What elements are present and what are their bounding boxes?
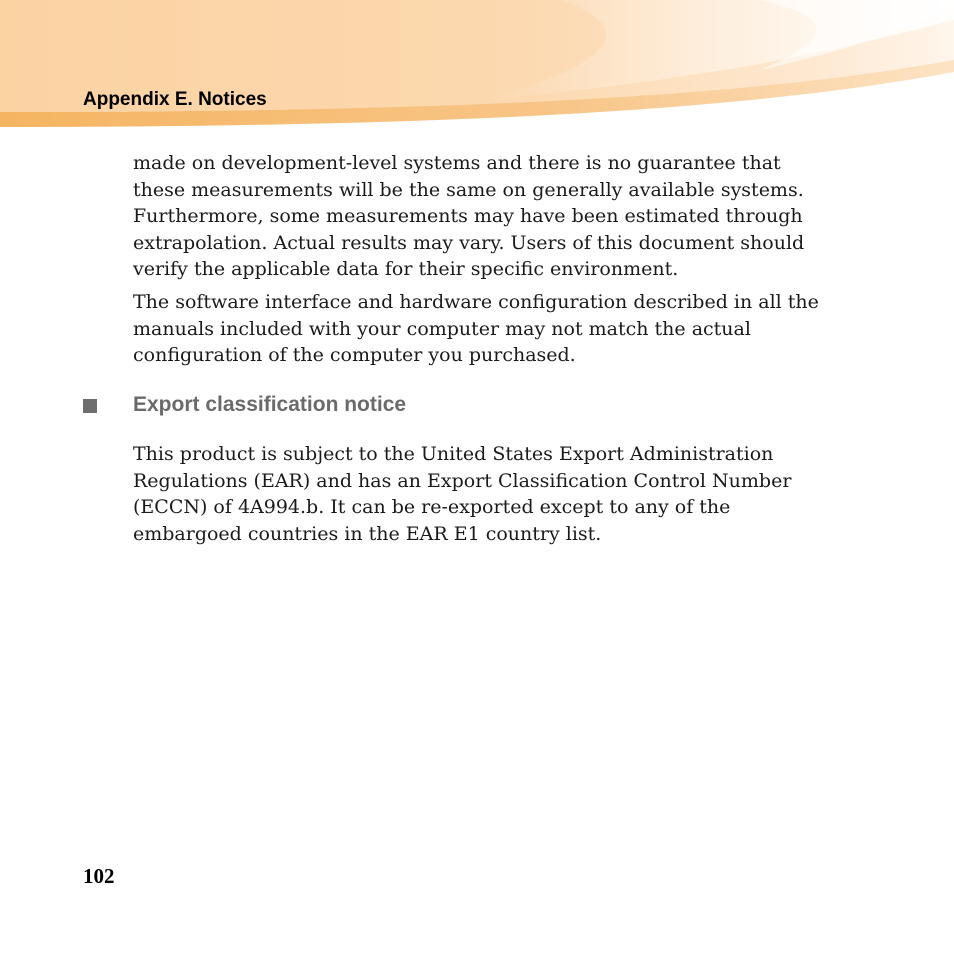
paragraph-export-classification [133,441,833,547]
section-heading-text: Export classification notice [133,393,407,416]
paragraph-text: The software interface and hardware configuration described in all the manuals included with your computer may not match the actual configuration of the computer you purchased. [133,291,819,366]
section-heading-export [83,393,406,417]
paragraph-measurements [133,150,833,283]
header-decorative-band [0,0,954,135]
section-header-title: Appendix E. Notices [83,89,267,110]
square-bullet-icon [83,399,97,413]
paragraph-software-interface [133,289,833,369]
paragraph-text: This product is subject to the United States Export Administration Regulations (EAR) and has an Export Classification Control Number (ECCN) of 4A994.b. It can be re-exported except to any of the embargoed countries in the EAR E1 country list. [133,443,792,545]
paragraph-text: made on development-level systems and there is no guarantee that these measurements will be the same on generally available systems. Furthermore, some measurements may have been estimated through extrapolation. Actual results may vary. Users of this document should verify the applicable data for their specific environment. [133,152,805,280]
page-number: 102 [83,864,115,888]
